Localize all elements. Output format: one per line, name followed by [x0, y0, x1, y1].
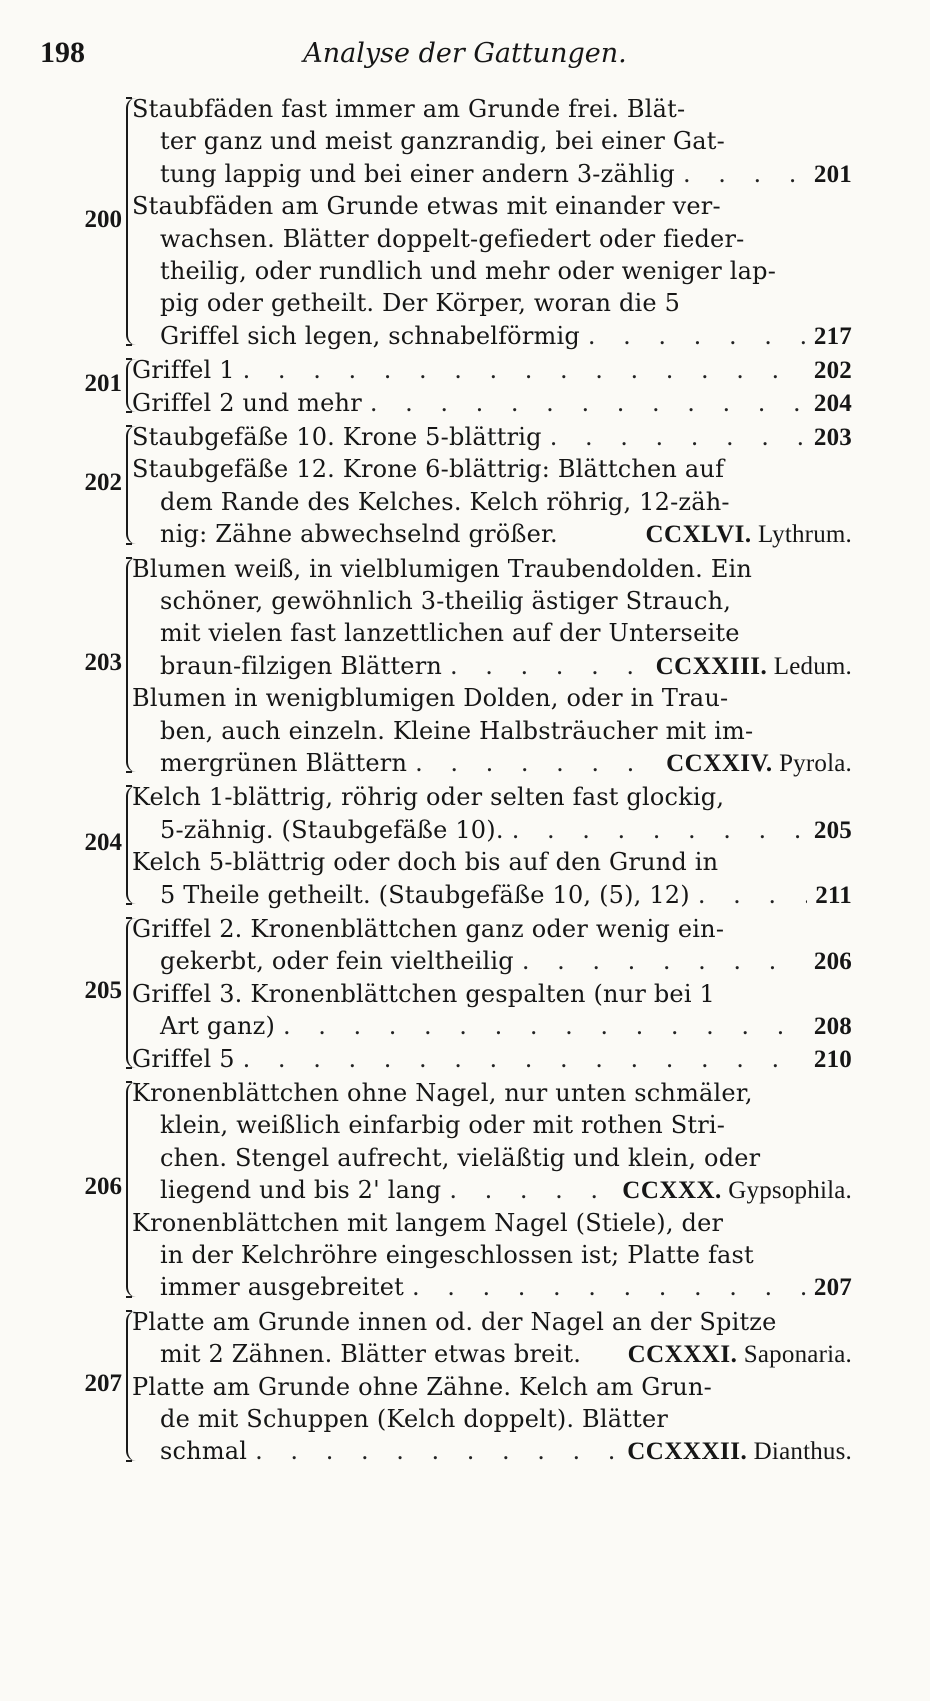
key-line-continuation [160, 485, 852, 519]
key-line-continuation [160, 1108, 852, 1142]
key-line-continuation [160, 878, 852, 912]
lead-text: Kelch 5-blättrig oder doch bis auf den Grund in [132, 848, 719, 877]
brace-bracket [126, 558, 136, 773]
lead-text: Platte am Grunde ohne Zähne. Kelch am Grun- [132, 1372, 712, 1401]
brace-bracket [126, 1311, 136, 1461]
genus-name: Ledum. [773, 652, 852, 680]
genus-name: Lythrum. [758, 521, 852, 549]
key-line-continuation [160, 1337, 852, 1371]
lead-text: Staubgefäße 10. Krone 5-blättrig [132, 423, 542, 451]
lead-text: Kronenblättchen mit langem Nagel (Stiele), der [132, 1208, 724, 1237]
lead-text: Griffel 2 und mehr [132, 388, 362, 417]
key-line-continuation [160, 124, 852, 158]
lead-text: Griffel 2. Kronenblättchen ganz oder wenig ein- [132, 915, 725, 943]
lead-text: ben, auch einzeln. Kleine Halbsträucher mit im- [160, 716, 754, 745]
lead-text: klein, weißlich einfarbig oder mit rothen Stri- [160, 1111, 726, 1140]
couplet-reference: 203 [813, 424, 852, 451]
key-line-lead [132, 1305, 852, 1339]
key-line-lead [132, 845, 852, 879]
key-line-continuation [160, 1238, 852, 1272]
lead-text: Platte am Grunde innen od. der Nagel an der Spitze [132, 1307, 777, 1336]
key-line-lead [132, 189, 852, 223]
couplet-reference: 210 [813, 1045, 852, 1073]
lead-text: immer ausgebreitet [160, 1273, 404, 1302]
lead-text: Staubfäden fast immer am Grunde frei. Blät- [132, 95, 686, 123]
key-line-continuation [160, 746, 852, 780]
key-line-lead [132, 92, 852, 126]
couplet-number: 203 [84, 649, 122, 676]
genus-name: Pyrola. [779, 750, 852, 777]
leader-dots [550, 420, 806, 454]
couplet-reference: 201 [813, 160, 852, 188]
couplet-number: 204 [84, 829, 122, 857]
leader-dots [415, 746, 658, 780]
lead-text: theilig, oder rundlich und mehr oder weniger lap- [160, 257, 777, 285]
lead-text: Kelch 1-blättrig, röhrig oder selten fast glockig, [132, 783, 725, 812]
key-line-continuation [160, 714, 852, 748]
key-line-lead [132, 681, 852, 715]
leader-dots [449, 1173, 614, 1207]
key-line-lead [132, 552, 852, 586]
key-line-continuation [160, 944, 852, 978]
genus-result [628, 1338, 852, 1372]
couplet-reference: 207 [813, 1274, 852, 1302]
genus-roman-numeral: CCXLVI. [645, 521, 752, 549]
genus-roman-numeral: CCXXIV. [666, 750, 773, 777]
key-line-lead [132, 1370, 852, 1404]
genus-result [656, 650, 852, 684]
lead-text: Staubgefäße 12. Krone 6-blättrig: Blättchen auf [132, 455, 725, 484]
leader-dots [698, 878, 807, 912]
lead-text: de mit Schuppen (Kelch doppelt). Blätter [160, 1405, 669, 1433]
lead-text: tung lappig und bei einer andern 3-zählig [160, 159, 675, 188]
genus-roman-numeral: CCXXXI. [627, 1341, 738, 1369]
key-line-continuation [160, 517, 852, 551]
couplet-number: 201 [84, 369, 122, 397]
key-line-lead [132, 1206, 852, 1240]
leader-dots [255, 1434, 619, 1468]
genus-name: Dianthus. [753, 1438, 852, 1466]
running-title: Analyse der Gattungen. [303, 38, 627, 69]
key-line-lead [132, 386, 852, 420]
genus-result [646, 518, 853, 552]
key-line-lead [132, 420, 852, 454]
key-line-continuation [160, 319, 852, 353]
lead-text: nig: Zähne abwechselnd größer. [160, 520, 558, 549]
couplet-reference: 204 [813, 389, 852, 417]
key-line-lead [132, 912, 852, 946]
brace-bracket [126, 1082, 136, 1297]
couplet-number: 200 [84, 205, 122, 233]
lead-text: in der Kelchröhre eingeschlossen ist; Platte fast [160, 1241, 754, 1269]
page-header [40, 36, 890, 76]
lead-text: chen. Stengel aufrecht, vieläßtig und klein, oder [160, 1143, 761, 1172]
lead-text: Griffel 3. Kronenblättchen gespalten (nur bei 1 [132, 979, 715, 1008]
lead-text: 5 Theile getheilt. (Staubgefäße 10, (5), 12) [160, 880, 690, 909]
lead-text: schmal [160, 1437, 248, 1466]
leader-dots [243, 1042, 806, 1076]
genus-roman-numeral: CCXXX. [622, 1177, 722, 1205]
key-line-lead [132, 1076, 852, 1110]
key-line-continuation [160, 1402, 852, 1436]
leader-dots [370, 386, 806, 420]
key-line-continuation [160, 222, 852, 256]
genus-roman-numeral: CCXXXII. [627, 1438, 748, 1466]
key-line-continuation [160, 1009, 852, 1043]
lead-text: gekerbt, oder fein vieltheilig [160, 947, 514, 976]
key-line-continuation [160, 1141, 852, 1175]
couplet-number: 205 [84, 977, 122, 1004]
lead-text: Griffel 1 [132, 356, 235, 385]
lead-text: Art ganz) [160, 1012, 276, 1041]
lead-text: 5-zähnig. (Staubgefäße 10). [160, 815, 504, 844]
leader-dots [450, 649, 648, 683]
leader-dots [522, 944, 806, 978]
genus-result [666, 747, 852, 781]
lead-text: ter ganz und meist ganzrandig, bei einer Gat- [160, 127, 725, 156]
brace-bracket [126, 918, 136, 1068]
key-line-lead [132, 353, 852, 387]
key-line-continuation [160, 1173, 852, 1207]
lead-text: dem Rande des Kelches. Kelch röhrig, 12-zäh- [160, 487, 730, 516]
lead-text: Blumen weiß, in vielblumigen Traubendolden. Ein [132, 554, 753, 583]
genus-name: Gypsophila. [728, 1177, 852, 1205]
couplet-reference: 217 [813, 322, 852, 350]
brace-bracket [126, 426, 136, 544]
genus-roman-numeral: CCXXIII. [655, 652, 768, 680]
lead-text: pig oder getheilt. Der Körper, woran die 5 [160, 289, 681, 318]
key-line-lead [132, 452, 852, 486]
genus-result [627, 1435, 852, 1469]
key-line-continuation [160, 1270, 852, 1304]
lead-text: mit vielen fast lanzettlichen auf der Unterseite [160, 619, 740, 648]
leader-dots [512, 813, 806, 847]
couplet-number: 202 [84, 468, 122, 496]
lead-text: wachsen. Blätter doppelt-gefiedert oder fieder- [160, 224, 745, 253]
couplet-reference: 211 [815, 881, 852, 909]
couplet-reference: 202 [813, 357, 852, 385]
couplet-reference: 205 [813, 816, 852, 844]
genus-result [622, 1174, 852, 1208]
couplet-reference: 206 [813, 948, 852, 976]
lead-text: mit 2 Zähnen. Blätter etwas breit. [160, 1340, 582, 1369]
lead-text: Staubfäden am Grunde etwas mit einander ver- [132, 192, 721, 221]
lead-text: Griffel sich legen, schnabelförmig [160, 321, 580, 350]
brace-bracket [126, 359, 136, 412]
leader-dots [588, 319, 806, 353]
page-number: 198 [40, 36, 85, 69]
brace-bracket [126, 98, 136, 345]
key-line-continuation [160, 649, 852, 683]
leader-dots [683, 157, 806, 191]
key-line-continuation [160, 157, 852, 191]
brace-bracket [126, 786, 136, 904]
key-line-continuation [160, 616, 852, 650]
lead-text: schöner, gewöhnlich 3-theilig ästiger Strauch, [160, 587, 732, 615]
couplet-number: 206 [84, 1173, 122, 1201]
lead-text: braun-filzigen Blättern [160, 651, 443, 680]
key-line-lead [132, 977, 852, 1011]
couplet-number: 207 [84, 1369, 122, 1397]
lead-text: liegend und bis 2' lang [160, 1176, 442, 1205]
genus-name: Saponaria. [743, 1341, 852, 1369]
leader-dots [243, 353, 806, 387]
couplet-reference: 208 [813, 1013, 852, 1041]
key-line-continuation [160, 813, 852, 847]
lead-text: Kronenblättchen ohne Nagel, nur unten schmäler, [132, 1079, 753, 1107]
lead-text: Blumen in wenigblumigen Dolden, oder in Trau- [132, 684, 729, 713]
key-line-lead [132, 780, 852, 814]
key-line-continuation [160, 254, 852, 288]
leader-dots [412, 1270, 806, 1304]
key-line-continuation [160, 286, 852, 320]
key-line-lead [132, 1042, 852, 1076]
key-line-continuation [160, 584, 852, 618]
key-line-continuation [160, 1434, 852, 1468]
lead-text: mergrünen Blättern [160, 749, 408, 777]
leader-dots [283, 1009, 806, 1043]
lead-text: Griffel 5 [132, 1044, 235, 1073]
